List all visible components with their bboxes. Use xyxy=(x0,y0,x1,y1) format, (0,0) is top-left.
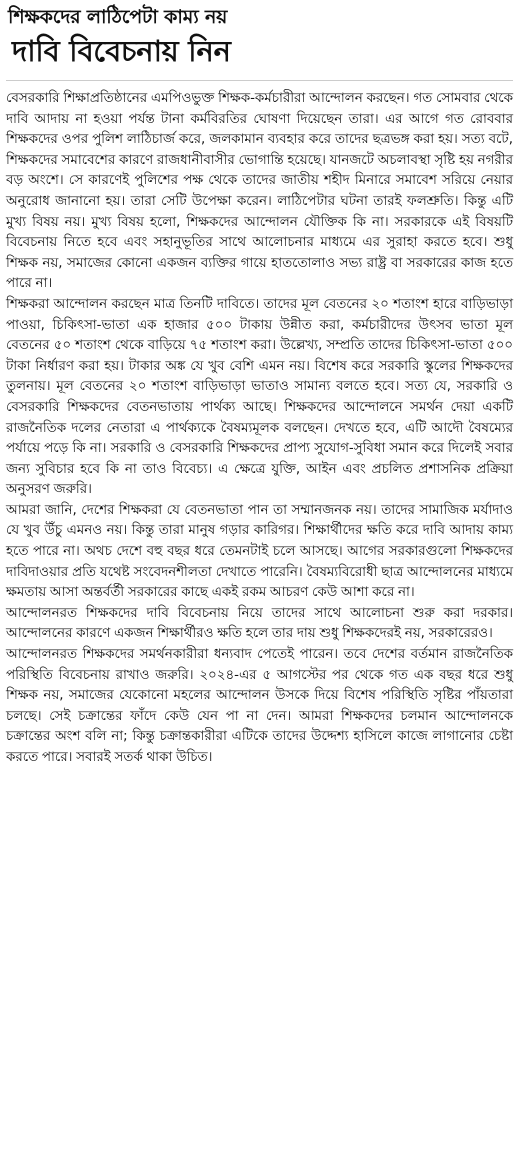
article-paragraph-1: বেসরকারি শিক্ষাপ্রতিষ্ঠানের এমপিওভুক্ত শিক্ষক-কর্মচারীরা আন্দোলন করছেন। গত সোমবার থেকে দাবি আদায় না হওয়া পর্যন্ত টানা কর্মবিরতির ঘোষণা দিয়েছেন তারা। এর আগে গত রোববার শিক্ষকদের ওপর পুলিশ লাঠিচার্জ করে, জলকামান ব্যবহার করে তাদের ছত্রভঙ্গ করা হয়। সত্য বটে, শিক্ষকদের সমাবেশের কারণে রাজধানীবাসীর ভোগান্তি হয়েছে। যানজটে অচলাবস্থা সৃষ্টি হয় নগরীর বড় অংশে। সে কারণেই পুলিশের পক্ষ থেকে তাদের জাতীয় শহীদ মিনারে সমাবেশ সরিয়ে নেয়ার অনুরোধ জানানো হয়। তারা সেটি উপেক্ষা করেন। লাঠিপেটার ঘটনা তারই ফলশ্রুতি। কিন্তু এটি মুখ্য বিষয় নয়। মুখ্য বিষয় হলো, শিক্ষকদের আন্দোলন যৌক্তিক কি না। সরকারকে এই বিষয়টি বিবেচনায় নিতে হবে এবং সহানুভূতির সাথে আলোচনার মাধ্যমে এর সুরাহা করতে হবে। শুধু শিক্ষক নয়, সমাজের কোনো একজন ব্যক্তির গায়ে হাততোলাও সভ্য রাষ্ট্র বা সরকারের কাজ হতে পারে না। xyxy=(6,91,513,292)
article-paragraph-5: আন্দোলনরত শিক্ষকদের সমর্থনকারীরা ধন্যবাদ পেতেই পারেন। তবে দেশের বর্তমান রাজনৈতিক পরিস্থিতি বিবেচনায় রাখাও জরুরি। ২০২৪-এর ৫ আগস্টের পর থেকে গত এক বছর ধরে শুধু শিক্ষক নয়, সমাজের যেকোনো মহলের আন্দোলন উসকে দিয়ে বিশেষ পরিস্থিতি সৃষ্টির পাঁয়তারা চলছে। সেই চক্রান্তের ফাঁদে কেউ যেন পা না দেন। আমরা শিক্ষকদের চলমান আন্দোলনকে চক্রান্তের অংশ বলি না; কিন্তু চক্রান্তকারীরা এটিকে তাদের উদ্দেশ্য হাসিলে কাজে লাগানোর চেষ্টা করতে পারে। সবারই সতর্ক থাকা উচিত। xyxy=(6,647,513,765)
headline-divider xyxy=(6,80,513,81)
article-kicker: শিক্ষকদের লাঠিপেটা কাম্য নয় xyxy=(8,6,228,28)
article-body xyxy=(6,89,513,769)
article-paragraph-2: শিক্ষকরা আন্দোলন করছেন মাত্র তিনটি দাবিতে। তাদের মূল বেতনের ২০ শতাংশ হারে বাড়িভাড়া পাওয়া, চিকিৎসা-ভাতা এক হাজার ৫০০ টাকায় উন্নীত করা, কর্মচারীদের উৎসব ভাতা মূল বেতনের ৫০ শতাংশ থেকে বাড়িয়ে ৭৫ শতাংশ করা। উল্লেখ্য, সম্প্রতি তাদের চিকিৎসা-ভাতা ৫০০ টাকা নির্ধারণ করা হয়। টাকার অঙ্ক যে খুব বেশি এমন নয়। বিশেষ করে সরকারি স্কুলের শিক্ষকদের তুলনায়। মূল বেতনের ২০ শতাংশ বাড়িভাড়া ভাতাও সামান্য বলতে হবে। সত্য যে, সরকারি ও বেসরকারি শিক্ষকদের বেতনভাতায় পার্থক্য আছে। শিক্ষকদের আন্দোলনে সমর্থন দেয়া একটি রাজনৈতিক দলের নেতারা এ পার্থক্যকে বৈষম্যমূলক বলছেন। দেখতে হবে, এটি আদৌ বৈষম্যের পর্যায়ে পড়ে কি না। সরকারি ও বেসরকারি শিক্ষকদের প্রাপ্য সুযোগ-সুবিধা সমান করে দিলেই সবার জন্য সুবিচার হবে কি না তাও বিবেচ্য। এ ক্ষেত্রে যুক্তি, আইন এবং প্রচলিত প্রশাসনিক প্রক্রিয়া অনুসরণ জরুরি। xyxy=(6,296,513,498)
article-headline: দাবি বিবেচনায় নিন xyxy=(12,34,231,68)
article-paragraph-3: আমরা জানি, দেশের শিক্ষকরা যে বেতনভাতা পান তা সম্মানজনক নয়। তাদের সামাজিক মর্যাদাও যে খুব উঁচু এমনও নয়। কিন্তু তারা মানুষ গড়ার কারিগর। শিক্ষার্থীদের ক্ষতি করে দাবি আদায় কাম্য হতে পারে না। অথচ দেশে বহু বছর ধরে তেমনটাই চলে আসছে। আগের সরকারগুলো শিক্ষকদের দাবিদাওয়ার প্রতি যথেষ্ট সংবেদনশীলতা দেখাতে পারেনি। বৈষম্যবিরোধী ছাত্র আন্দোলনের মাধ্যমে ক্ষমতায় আসা অন্তর্বর্তী সরকারের কাছে একই রকম আচরণ কেউ আশা করে না। xyxy=(6,502,513,601)
article-paragraph-4: আন্দোলনরত শিক্ষকদের দাবি বিবেচনায় নিয়ে তাদের সাথে আলোচনা শুরু করা দরকার। আন্দোলনের কারণে একজন শিক্ষার্থীরও ক্ষতি হলে তার দায় শুধু শিক্ষকদেরই নয়, সরকারেরও। xyxy=(6,605,513,642)
